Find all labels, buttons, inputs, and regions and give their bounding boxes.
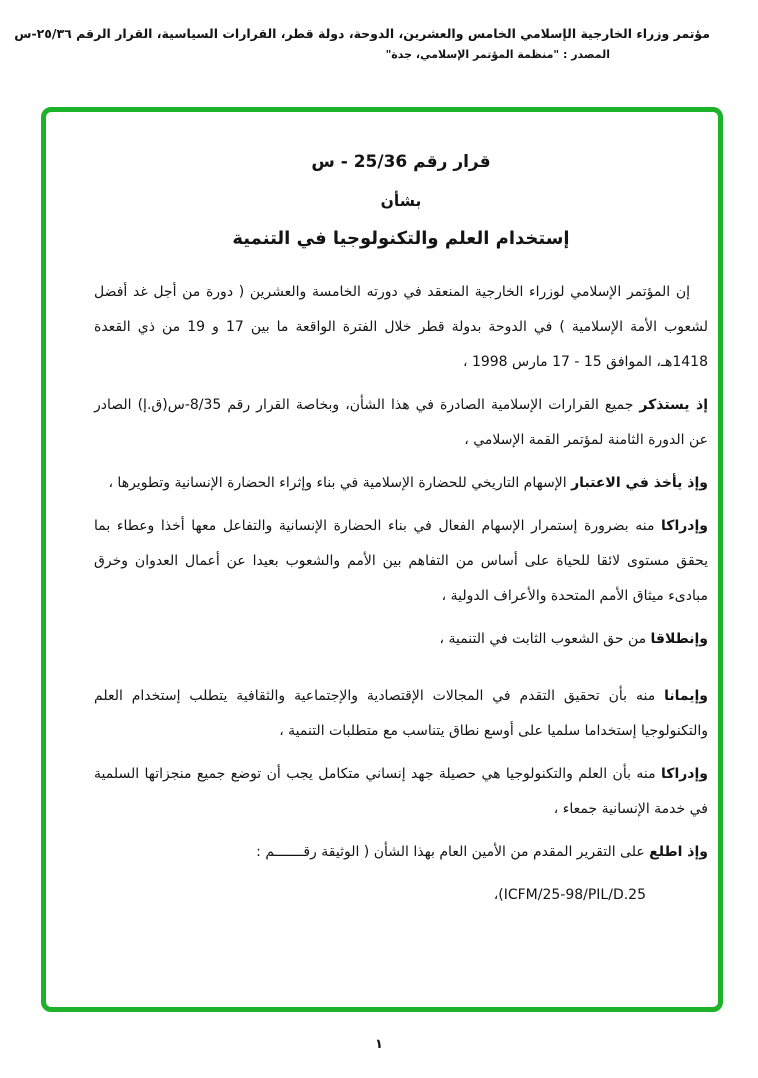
- paragraph-text: إن المؤتمر الإسلامي لوزراء الخارجية المنعقد في دورته الخامسة والعشرين ( دورة من أجل غد أفضل لشعوب الأمة الإسلامية ) في الدوحة بدولة قطر خلال الفترة الواقعة ما بين 17 و 19 من ذي القعدة 1418هـ، الموافق 15 - 17 مارس 1998 ،: [94, 284, 708, 370]
- header-source: المصدر : "منظمة المؤتمر الإسلامي، جدة": [385, 48, 610, 61]
- paragraph-taking-into-account: [94, 466, 708, 501]
- resolution-regarding: بشأن: [380, 192, 422, 210]
- resolution-body: [94, 275, 708, 913]
- green-border-frame: [41, 107, 723, 1012]
- document-header: [14, 26, 710, 61]
- resolution-title-block: [94, 152, 708, 249]
- paragraph-text: الإسهام التاريخي للحضارة الإسلامية في بناء وإثراء الحضارة الإنسانية وتطويرها ،: [108, 475, 572, 491]
- paragraph-believing: [94, 679, 708, 749]
- paragraph-lead: وإدراكا: [661, 766, 708, 782]
- document-reference: ICFM/25-98/PIL/D.25)،: [493, 887, 646, 903]
- paragraph-text: جميع القرارات الإسلامية الصادرة في هذا الشأن، وبخاصة القرار رقم 8/35-س(ق.إ) الصادر عن الدورة الثامنة لمؤتمر القمة الإسلامي ،: [94, 397, 708, 448]
- paragraph-aware-2: [94, 757, 708, 827]
- resolution-number: قرار رقم 25/36 - س: [311, 152, 491, 172]
- paragraph-text: منه بضرورة إستمرار الإسهام الفعال في بناء الحضارة الإنسانية والتفاعل معها أخذا وعطاء بما يحقق مستوى لائقا للحياة على أساس من التفاهم بين الأمم والشعوب بعيدا عن أعمال العدوان وخرق مبادىء ميثاق الأمم المتحدة والأعراف الدولية ،: [94, 518, 708, 604]
- paragraph-lead: إذ يستذكر: [639, 397, 708, 413]
- paragraph-recalling: [94, 388, 708, 458]
- paragraph-lead: وإنطلاقا: [650, 631, 708, 647]
- header-citation: مؤتمر وزراء الخارجية الإسلامي الخامس والعشرين، الدوحة، دولة قطر، القرارات السياسية، القرار الرقم ٢٥/٣٦-س: [14, 26, 710, 41]
- paragraph-having-reviewed: [94, 835, 708, 870]
- paragraph-text: منه بأن العلم والتكنولوجيا هي حصيلة جهد إنساني متكامل يجب أن توضع جميع منجزاتها السلمية في خدمة الإنسانية جمعاء ،: [94, 766, 708, 817]
- paragraph-text: من حق الشعوب الثابت في التنمية ،: [439, 631, 651, 647]
- paragraph-lead: وإدراكا: [661, 518, 708, 534]
- paragraph-text: على التقرير المقدم من الأمين العام بهذا الشأن ( الوثيقة رقـــــــم :: [256, 844, 650, 860]
- paragraph-proceeding: [94, 622, 708, 657]
- paragraph-preamble: [94, 275, 708, 380]
- paragraph-lead: وإذ يأخذ في الاعتبار: [571, 475, 708, 491]
- paragraph-text: منه بأن تحقيق التقدم في المجالات الإقتصادية والإجتماعية والثقافية يتطلب إستخدام العلم والتكنولوجيا إستخداما سلميا على أوسع نطاق يتناسب مع متطلبات التنمية ،: [94, 688, 708, 739]
- resolution-content: [46, 112, 718, 913]
- paragraph-lead: وإذ اطلع: [649, 844, 708, 860]
- paragraph-aware-1: [94, 509, 708, 614]
- paragraph-lead: وإيمانا: [664, 688, 708, 704]
- page-number: ١: [375, 1037, 383, 1052]
- resolution-subject: إستخدام العلم والتكنولوجيا في التنمية: [232, 228, 570, 249]
